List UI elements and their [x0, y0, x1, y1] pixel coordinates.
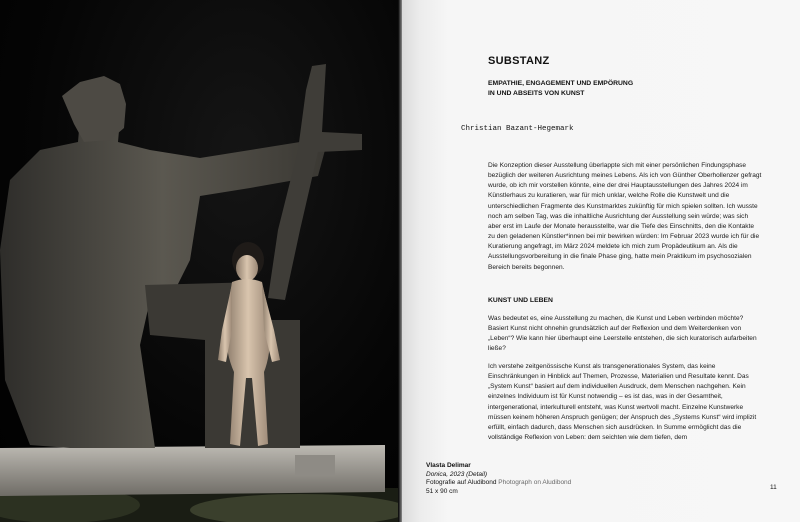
- caption-medium: [426, 479, 571, 488]
- section-heading: KUNST UND LEBEN: [488, 297, 553, 304]
- paragraph-intro: Die Konzeption dieser Ausstellung überlappte sich mit einer persönlichen Findungsphase bezüglich der weiteren Ausrichtung meines Lebens. Als ich von Günther Oberhollenzer gefragt wurde, ob ich mir vorstellen könnte, eine der drei Hauptausstellungen des Jahres 2024 im Künstlerhaus zu kuratieren, war für mich unklar, welche Rolle die Kunstwelt und die unterschiedlichen Fragmente des Kunstmarktes zukünftig für mich spielen sollten. Ich wusste noch am selben Tag, was die inhaltliche Ausrichtung der Ausstellung sein würde; was sich aber erst im Laufe der Monate herausstellte, war die Tiefe des Einschnitts, den die Kontakte zu den geladenen Künstler*innen bei mir bewirken würden: Im Februar 2023 wurde ich für die Kuratierung angefragt, im März 2024 meldete ich mich zum Propädeutikum an. Als die Ausstellungsvorbereitung in die finale Phase ging, hatte mein Praktikum im psychosozialen Bereich bereits begonnen.: [488, 162, 762, 271]
- paragraph-question: Was bedeutet es, eine Ausstellung zu machen, die Kunst und Leben verbinden möchte? Basiert Kunst nicht ohnehin grundsätzlich auf der Reflexion und dem Weiterdenken von „Leben“? Wie kann hier überhaupt eine Leerstelle entstehen, die sich kuratorisch aufarbeiten ließe?: [488, 315, 757, 353]
- page-gutter: [398, 0, 402, 522]
- subtitle-line-2: IN UND ABSEITS VON KUNST: [488, 89, 585, 97]
- article-subtitle: [488, 79, 688, 99]
- image-caption: [426, 462, 571, 496]
- page-number: 11: [770, 484, 777, 491]
- caption-artist: Vlasta Delimar: [426, 462, 471, 469]
- caption-medium-de: Fotografie auf Aludibond: [426, 479, 497, 487]
- subtitle-line-1: EMPATHIE, ENGAGEMENT UND EMPÖRUNG: [488, 80, 634, 87]
- paragraph-system: Ich verstehe zeitgenössische Kunst als transgenerationales System, das keine Einschränkungen in Hinblick auf Themen, Prozesse, Materialien und Resultate kennt. Das „System Kunst“ basiert auf dem individuellen Ausdruck, dem Menschen nachgehen. Kein einzelnes Individuum ist für Kunst notwendig – es ist das, was in der Gesamtheit, intergenerational, interkulturell entsteht, was Kunst wertvoll macht. Einzelne Kunstwerke müssen keinem höheren Anspruch genügen; der Anspruch des „Systems Kunst“ wird implizit erfüllt, einfach dadurch, dass Menschen sich ausdrücken. In Summe ermöglicht das die vollständige Reflexion von Leben: dem seichten wie dem tiefen, dem: [488, 363, 757, 442]
- caption-dimensions: 51 x 90 cm: [426, 487, 458, 495]
- caption-work: Donica, 2023 (Detail): [426, 470, 488, 478]
- author-name: Christian Bazant-Hegemark: [461, 125, 574, 133]
- article-title: SUBSTANZ: [488, 55, 550, 67]
- caption-medium-en: Photograph on Aludibond: [498, 479, 572, 487]
